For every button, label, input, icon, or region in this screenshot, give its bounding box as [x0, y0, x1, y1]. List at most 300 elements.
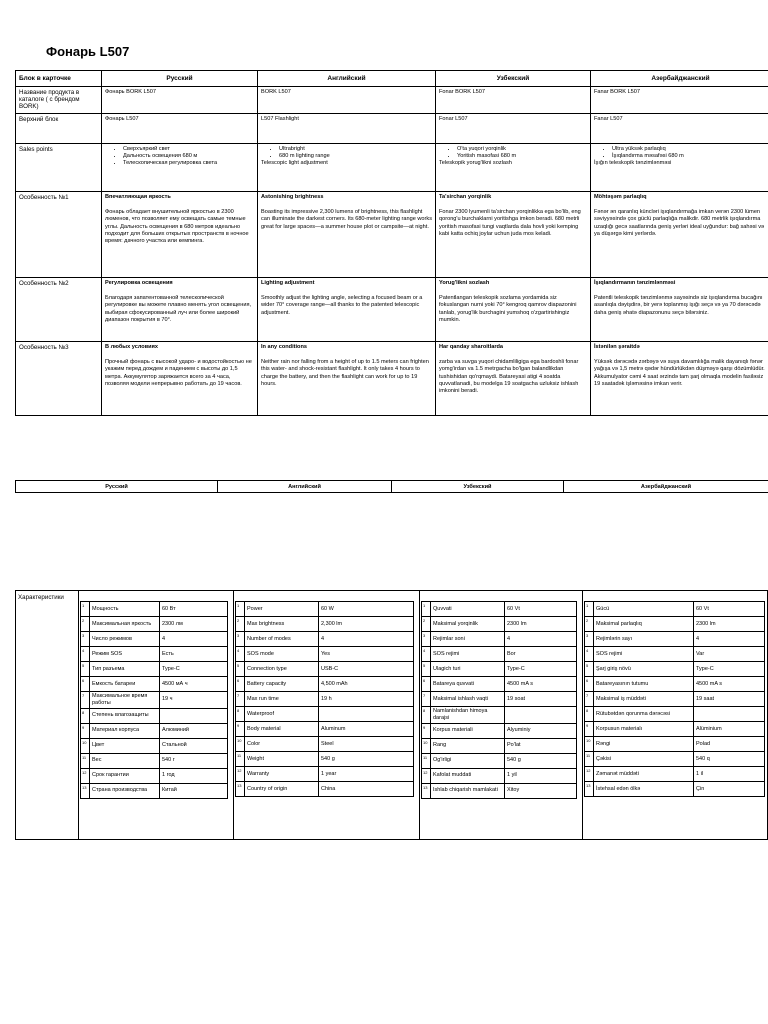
spec-name: Режим SOS	[90, 647, 160, 662]
spec-value: 2300 лм	[160, 617, 228, 632]
cell-uz	[436, 278, 591, 342]
spec-value: 1 il	[694, 767, 765, 782]
spec-name: Number of modes	[245, 632, 319, 647]
spec-row-number: 3	[236, 632, 245, 647]
spec-row	[81, 677, 228, 692]
spec-name: Waterproof	[245, 707, 319, 722]
spec-row	[585, 782, 765, 797]
cell-uz	[436, 144, 591, 192]
spec-name: Weight	[245, 752, 319, 767]
feature-text: Smoothly adjust the lighting angle, selecting a focused beam or a wider 70° coverage range—all thanks to the patented telescopic adjustment.	[261, 295, 423, 316]
sales-bullet: • O'ta yuqori yorqinlik	[457, 146, 587, 153]
header-block: Блок в карточке	[16, 71, 102, 87]
feature-text: Patentli teleskopik tənzimlənmə sayəsində siz işıqlandırma bucağını asanlıqla dəyişdirə, bir yerə toplanmış işığı seçə və ya 70 dərəcədə daha geniş əhatə diapazonunu seçə bilərsiniz.	[594, 295, 763, 316]
row-label: Особенность №2	[16, 278, 102, 342]
spec-name: Rang	[431, 738, 505, 753]
sales-bullet: • Ultrabright	[279, 146, 432, 153]
spec-row	[236, 677, 414, 692]
spec-value: Yes	[319, 647, 414, 662]
sales-tail: İşığın teleskopik tənzimlənməsi	[594, 160, 672, 167]
feature-title: İstənilən şəraitdə	[594, 344, 640, 350]
spec-value: 4	[160, 632, 228, 647]
specs-table-az	[584, 601, 765, 797]
spec-value: 540 г	[160, 753, 228, 768]
feature-text: zarba va suvga yuqori chidamliligiga ega bardoshli fonar yomg'irdan va 1.5 metrgacha bo'lgan balandlikdan tushishidan qo'rqmaydi. Batareyasi atigi 4 soatda quvvatlanadi, bu modelga 19 soatgacha uzluksiz ishlash imkonini beradi.	[439, 359, 579, 395]
spec-name: SOS rejimi	[594, 647, 694, 662]
spec-value: Polad	[694, 737, 765, 752]
spec-value: Xitoy	[505, 783, 577, 798]
feature-title: Lighting adjustment	[261, 280, 315, 286]
spec-value: 4500 mA s	[694, 677, 765, 692]
spec-name: Kafolat muddati	[431, 768, 505, 783]
feature-text: Благодаря запатентованной телескопической регулировке вы можете плавно менять угол освещения, выбирая сфокусированный луч или более широкий диапазон покрытия в 70°.	[105, 295, 252, 323]
cell-en	[258, 192, 436, 278]
spec-value: Steel	[319, 737, 414, 752]
spec-row	[585, 722, 765, 737]
cell-en	[258, 342, 436, 416]
spec-name: Страна производства	[90, 783, 160, 798]
spec-value: Var	[694, 647, 765, 662]
row-label: Sales points	[16, 144, 102, 192]
spec-row-number: 2	[236, 617, 245, 632]
spec-value: 19 soat	[505, 692, 577, 707]
spec-name: Материал корпуса	[90, 723, 160, 738]
cell-uz	[436, 342, 591, 416]
spec-row	[236, 707, 414, 722]
cell-ru	[102, 192, 258, 278]
row-product-name	[16, 87, 768, 114]
spec-value: Алюминий	[160, 723, 228, 738]
language-header-row	[16, 481, 768, 493]
spec-name: Тип разъема	[90, 662, 160, 677]
spec-row-number: 13	[81, 783, 90, 798]
header-uzbek: Узбекский	[392, 481, 564, 493]
spec-row-number: 12	[236, 767, 245, 782]
spec-value: 2300 lm	[694, 617, 765, 632]
spec-row	[585, 647, 765, 662]
spec-value: Çin	[694, 782, 765, 797]
spec-row	[236, 602, 414, 617]
spec-value: Есть	[160, 647, 228, 662]
spec-row	[585, 752, 765, 767]
spec-row-number: 5	[585, 662, 594, 677]
row-feature-2	[16, 278, 768, 342]
feature-title: In any conditions	[261, 344, 307, 350]
spec-name: Maksimal yorqinlik	[431, 617, 505, 632]
spec-row	[422, 617, 577, 632]
spec-name: SOS rejimi	[431, 647, 505, 662]
spec-row	[422, 632, 577, 647]
spec-row-number: 1	[585, 602, 594, 617]
spec-row	[236, 722, 414, 737]
spec-row	[422, 783, 577, 798]
spec-row	[81, 723, 228, 738]
spec-row-number: 13	[585, 782, 594, 797]
spec-name: Ishlab chiqarish mamlakati	[431, 783, 505, 798]
spec-row	[236, 767, 414, 782]
cell-az: Fanar L507	[591, 114, 768, 144]
spec-name: Maksimal ishlash vaqti	[431, 692, 505, 707]
spec-row-number: 5	[81, 662, 90, 677]
feature-title: Регулировка освещения	[105, 280, 173, 286]
spec-name: Namlanishdan himoya darajsi	[431, 707, 505, 724]
cell-uz: Fonar L507	[436, 114, 591, 144]
spec-name: Вес	[90, 753, 160, 768]
cell-ru: Фонарь L507	[102, 114, 258, 144]
spec-row-number: 6	[422, 677, 431, 692]
spec-row-number: 8	[81, 708, 90, 723]
spec-row-number: 10	[422, 738, 431, 753]
spec-value: 1 год	[160, 768, 228, 783]
row-label: Название продукта в каталоге ( с брендом BORK)	[16, 87, 102, 114]
spec-row	[585, 662, 765, 677]
cell-az	[591, 192, 768, 278]
cell-ru: Фонарь BORK L507	[102, 87, 258, 114]
spec-row-number: 9	[422, 723, 431, 738]
header-russian: Русский	[16, 481, 218, 493]
spec-row	[81, 647, 228, 662]
spec-name: Quvvati	[431, 602, 505, 617]
sales-bullet: • Ultra yüksək parlaqlıq	[612, 146, 767, 153]
feature-text: Fənər ən qaranlıq küncləri işıqlandırmağa imkan verən 2300 lümen səviyyəsində çox güclü parlaqlığa malikdir. 680 metrlik işıqlandırma uzaqlığı gecə saatlarında geniş yerləri ideal uyğundur: bağ sahəsi və ya düşərgə kimi yerlərdə.	[594, 209, 765, 237]
spec-row	[422, 707, 577, 724]
row-label: Верхний блок	[16, 114, 102, 144]
feature-text: Fonar 2300 lyumenli ta'sirchan yorqinlikka ega bo'lib, eng qorong'u burchaklarni yoritishga imkon beradi. 680 metrli yoritish masofasi tungi vaqtlarda dala hovli yoki kemping kabi katta ochiq joylar uchun juda mos keladi.	[439, 209, 581, 237]
spec-row-number: 1	[236, 602, 245, 617]
spec-row	[585, 677, 765, 692]
spec-name: Color	[245, 737, 319, 752]
spec-name: Body material	[245, 722, 319, 737]
spec-row	[422, 768, 577, 783]
spec-row	[81, 708, 228, 723]
row-sales-points	[16, 144, 768, 192]
spec-value	[694, 707, 765, 722]
cell-az	[591, 342, 768, 416]
spec-value: Китай	[160, 783, 228, 798]
sales-bullet: • Yoritish masofasi 680 m	[457, 153, 587, 160]
spec-value: Type-C	[505, 662, 577, 677]
feature-title: В любых условиях	[105, 344, 158, 350]
feature-title: Ta'sirchan yorqinlik	[439, 194, 492, 200]
spec-name: Цвет	[90, 738, 160, 753]
header-uzbek: Узбекский	[436, 71, 591, 87]
cell-en	[258, 278, 436, 342]
spec-value: 4500 мА ч	[160, 677, 228, 692]
spec-row	[236, 692, 414, 707]
feature-text: Boasting its impressive 2,300 lumens of brightness, this flashlight can illuminate the darkest corners. Its 680-meter lighting range works great for large spaces—a summer house plot or campsite—at night.	[261, 209, 432, 230]
spec-row	[585, 737, 765, 752]
spec-row-number: 9	[585, 722, 594, 737]
row-label: Особенность №3	[16, 342, 102, 416]
specs-section	[15, 590, 768, 840]
spec-row-number: 2	[585, 617, 594, 632]
spec-row-number: 12	[422, 768, 431, 783]
spec-row	[81, 783, 228, 798]
spec-row-number: 6	[236, 677, 245, 692]
cell-az: Fanar BORK L507	[591, 87, 768, 114]
row-top-block	[16, 114, 768, 144]
specs-table-ru	[80, 601, 228, 799]
spec-row-number: 12	[585, 767, 594, 782]
spec-name: Срок гарантии	[90, 768, 160, 783]
spec-row-number: 3	[422, 632, 431, 647]
spec-value	[160, 708, 228, 723]
main-table-header-row	[16, 71, 768, 87]
spec-row	[81, 768, 228, 783]
spec-value: 2,300 lm	[319, 617, 414, 632]
spec-row	[236, 632, 414, 647]
spec-value: 540 g	[319, 752, 414, 767]
specs-table-uz	[421, 601, 577, 799]
spec-name: Rəngi	[594, 737, 694, 752]
feature-title: Astonishing brightness	[261, 194, 324, 200]
spec-value: 2300 lm	[505, 617, 577, 632]
spec-row	[422, 662, 577, 677]
spec-row	[585, 617, 765, 632]
spec-value: 4	[694, 632, 765, 647]
spec-row	[81, 753, 228, 768]
language-header-table	[15, 480, 768, 493]
spec-value: China	[319, 782, 414, 797]
spec-value: 4500 mA s	[505, 677, 577, 692]
spec-row-number: 7	[422, 692, 431, 707]
feature-title: Har qanday sharoitlarda	[439, 344, 504, 350]
spec-name: Power	[245, 602, 319, 617]
spec-name: Максимальная яркость	[90, 617, 160, 632]
spec-row-number: 9	[81, 723, 90, 738]
spec-value: Type-C	[160, 662, 228, 677]
header-english: Английский	[258, 71, 436, 87]
spec-row	[236, 782, 414, 797]
spec-name: Rejimlərin sayı	[594, 632, 694, 647]
specs-label: Характеристики	[18, 594, 64, 601]
row-feature-1	[16, 192, 768, 278]
cell-az	[591, 278, 768, 342]
spec-name: SOS mode	[245, 647, 319, 662]
spec-name: Battery capacity	[245, 677, 319, 692]
spec-row-number: 7	[236, 692, 245, 707]
spec-value: 1 yil	[505, 768, 577, 783]
spec-row-number: 1	[81, 602, 90, 617]
spec-row-number: 9	[236, 722, 245, 737]
spec-row-number: 2	[81, 617, 90, 632]
spec-name: Емкость батареи	[90, 677, 160, 692]
sales-bullet: • Сверхъяркий свет	[123, 146, 254, 153]
spec-row-number: 8	[236, 707, 245, 722]
spec-row-number: 6	[585, 677, 594, 692]
sales-bullet: • 680 m lighting range	[279, 153, 432, 160]
spec-name: Число режимов	[90, 632, 160, 647]
cell-ru	[102, 278, 258, 342]
spec-row	[422, 602, 577, 617]
spec-name: Ulagich turi	[431, 662, 505, 677]
feature-text: Прочный фонарь с высокой ударо- и водостойкостью не укажим перед дождем и падением с высоты до 1,5 метра. Аккумулятор заряжается всего за 4 часа, позволяя модели непрерывно работать до 19 часов.	[105, 359, 252, 387]
spec-row	[585, 692, 765, 707]
feature-text: Фонарь обладает внушительной яркостью в 2300 люменов, что позволяет ему освещать самые темные углы. Дальность освещения в 680 метров идеально подходит для больших открытых пространств в ночное время: дачного участка или кемпинга.	[105, 209, 249, 245]
row-label: Особенность №1	[16, 192, 102, 278]
spec-value	[505, 707, 577, 724]
spec-row-number: 1	[422, 602, 431, 617]
cell-en: L507 Flashlight	[258, 114, 436, 144]
spec-row	[236, 737, 414, 752]
spec-name: Maksimal iş müddəti	[594, 692, 694, 707]
spec-value: Стальной	[160, 738, 228, 753]
cell-ru	[102, 144, 258, 192]
spec-row-number: 10	[236, 737, 245, 752]
cell-ru	[102, 342, 258, 416]
spec-row	[422, 723, 577, 738]
spec-name: Rejimlar soni	[431, 632, 505, 647]
sales-bullet: • Дальность освещения 680 м	[123, 153, 254, 160]
sales-bullet: • İşıqlandırma məsafəsi 680 m	[612, 153, 767, 160]
spec-row	[81, 738, 228, 753]
header-azerbaijani: Азербайджанский	[591, 71, 768, 87]
spec-name: Мощность	[90, 602, 160, 617]
spec-row	[81, 692, 228, 709]
spec-row-number: 8	[585, 707, 594, 722]
spec-name: Batareya quvvati	[431, 677, 505, 692]
spec-row	[236, 662, 414, 677]
sales-tail: Telescopic light adjustment	[261, 160, 328, 167]
page-title: Фонарь L507	[46, 44, 130, 59]
spec-name: Gücü	[594, 602, 694, 617]
spec-row	[422, 738, 577, 753]
feature-title: Yorug'likni sozlash	[439, 280, 490, 286]
spec-value: 1 year	[319, 767, 414, 782]
header-azerbaijani: Азербайджанский	[564, 481, 768, 493]
spec-value: 60 Vt	[694, 602, 765, 617]
feature-title: İşıqlandırmanın tənzimlənməsi	[594, 280, 676, 286]
spec-row	[422, 692, 577, 707]
spec-name: İstehsal edən ölkə	[594, 782, 694, 797]
spec-value: 4	[319, 632, 414, 647]
spec-name: Çəkisi	[594, 752, 694, 767]
spec-value: Aluminum	[319, 722, 414, 737]
spec-value: Po'lat	[505, 738, 577, 753]
spec-value: 4	[505, 632, 577, 647]
spec-row	[585, 767, 765, 782]
spec-row	[422, 677, 577, 692]
spec-value: Alyuminiy	[505, 723, 577, 738]
spec-value: USB-C	[319, 662, 414, 677]
header-english: Английский	[218, 481, 392, 493]
spec-row-number: 11	[81, 753, 90, 768]
spec-value: 60 W	[319, 602, 414, 617]
spec-row-number: 8	[422, 707, 431, 724]
spec-name: Country of origin	[245, 782, 319, 797]
spec-row	[81, 632, 228, 647]
spec-value: 4,500 mAh	[319, 677, 414, 692]
spec-row-number: 11	[236, 752, 245, 767]
spec-row	[81, 602, 228, 617]
cell-en: BORK L507	[258, 87, 436, 114]
spec-row-number: 5	[422, 662, 431, 677]
spec-row-number: 2	[422, 617, 431, 632]
spec-value: 60 Вт	[160, 602, 228, 617]
spec-name: Max run time	[245, 692, 319, 707]
spec-name: Og'irligi	[431, 753, 505, 768]
sales-tail: Teleskopik yorug'likni sozlash	[439, 160, 512, 167]
spec-row-number: 13	[236, 782, 245, 797]
spec-name: Max brightness	[245, 617, 319, 632]
spec-name: Connection type	[245, 662, 319, 677]
spec-row	[81, 617, 228, 632]
spec-row	[585, 602, 765, 617]
spec-name: Maksimal parlaqlıq	[594, 617, 694, 632]
spec-row-number: 4	[81, 647, 90, 662]
spec-row-number: 11	[422, 753, 431, 768]
spec-row	[81, 662, 228, 677]
feature-text: Yüksək dərəcədə zərbəyə və suya davamlılığa malik dayanıqlı fənər yağışa və 1,5 metrə qədər hündürlükdən düşməyə qarşı dözümlüdür. Akkumulyator cəmi 4 saat ərzində tam şarj olmaqla modelin fasiləsiz 19 saatadək işləməsinə imkan verir.	[594, 359, 765, 387]
spec-row-number: 6	[81, 677, 90, 692]
spec-name: Zəmanət müddəti	[594, 767, 694, 782]
feature-text: Patentlangan teleskopik sozlama yordamida siz fokuslangan nurni yoki 70° kengroq qamrov diapazonini tanlab, yorug'lik burchagini yumshoq o'zgartirishingiz mumkin.	[439, 295, 577, 323]
spec-value: 19 saat	[694, 692, 765, 707]
sales-bullet: • Телескопическая регулировка света	[123, 160, 254, 167]
spec-row-number: 7	[585, 692, 594, 707]
spec-row	[585, 632, 765, 647]
cell-en	[258, 144, 436, 192]
header-russian: Русский	[102, 71, 258, 87]
spec-row-number: 11	[585, 752, 594, 767]
cell-uz	[436, 192, 591, 278]
spec-row	[585, 707, 765, 722]
feature-title: Möhtəşəm parlaqlıq	[594, 194, 647, 200]
spec-value: Alüminium	[694, 722, 765, 737]
spec-value: Bor	[505, 647, 577, 662]
spec-name: Максимальное время работы	[90, 692, 160, 709]
spec-row-number: 5	[236, 662, 245, 677]
main-content-table	[15, 70, 768, 416]
spec-row-number: 10	[585, 737, 594, 752]
spec-row-number: 12	[81, 768, 90, 783]
spec-value: 19 ч	[160, 692, 228, 709]
spec-row-number: 4	[236, 647, 245, 662]
spec-row-number: 4	[422, 647, 431, 662]
row-feature-3	[16, 342, 768, 416]
spec-row-number: 3	[585, 632, 594, 647]
specs-table-en	[235, 601, 414, 797]
feature-title: Впечатляющая яркость	[105, 194, 171, 200]
spec-name: Korpus materiali	[431, 723, 505, 738]
spec-name: Batareyasının tutumu	[594, 677, 694, 692]
spec-row-number: 7	[81, 692, 90, 709]
spec-value: 540 q	[694, 752, 765, 767]
spec-value	[319, 707, 414, 722]
spec-row	[236, 617, 414, 632]
spec-row	[236, 647, 414, 662]
spec-row	[236, 752, 414, 767]
spec-row-number: 4	[585, 647, 594, 662]
spec-value: Type-C	[694, 662, 765, 677]
spec-name: Степень влагозащиты	[90, 708, 160, 723]
spec-name: Rütubətdən qorunma dərəcəsi	[594, 707, 694, 722]
feature-text: Neither rain nor falling from a height of up to 1.5 meters can frighten this water- and shock-resistant flashlight. It only takes 4 hours to charge the battery, and then the flashlight can work for up to 19 hours.	[261, 359, 429, 387]
spec-name: Şarj giriş növü	[594, 662, 694, 677]
spec-row-number: 10	[81, 738, 90, 753]
cell-uz: Fonar BORK L507	[436, 87, 591, 114]
spec-value: 60 Vt	[505, 602, 577, 617]
spec-row-number: 3	[81, 632, 90, 647]
spec-row	[422, 647, 577, 662]
spec-value: 540 g	[505, 753, 577, 768]
spec-name: Korpusun materialı	[594, 722, 694, 737]
spec-row-number: 13	[422, 783, 431, 798]
spec-value: 19 h	[319, 692, 414, 707]
spec-row	[422, 753, 577, 768]
cell-az	[591, 144, 768, 192]
spec-name: Warranty	[245, 767, 319, 782]
